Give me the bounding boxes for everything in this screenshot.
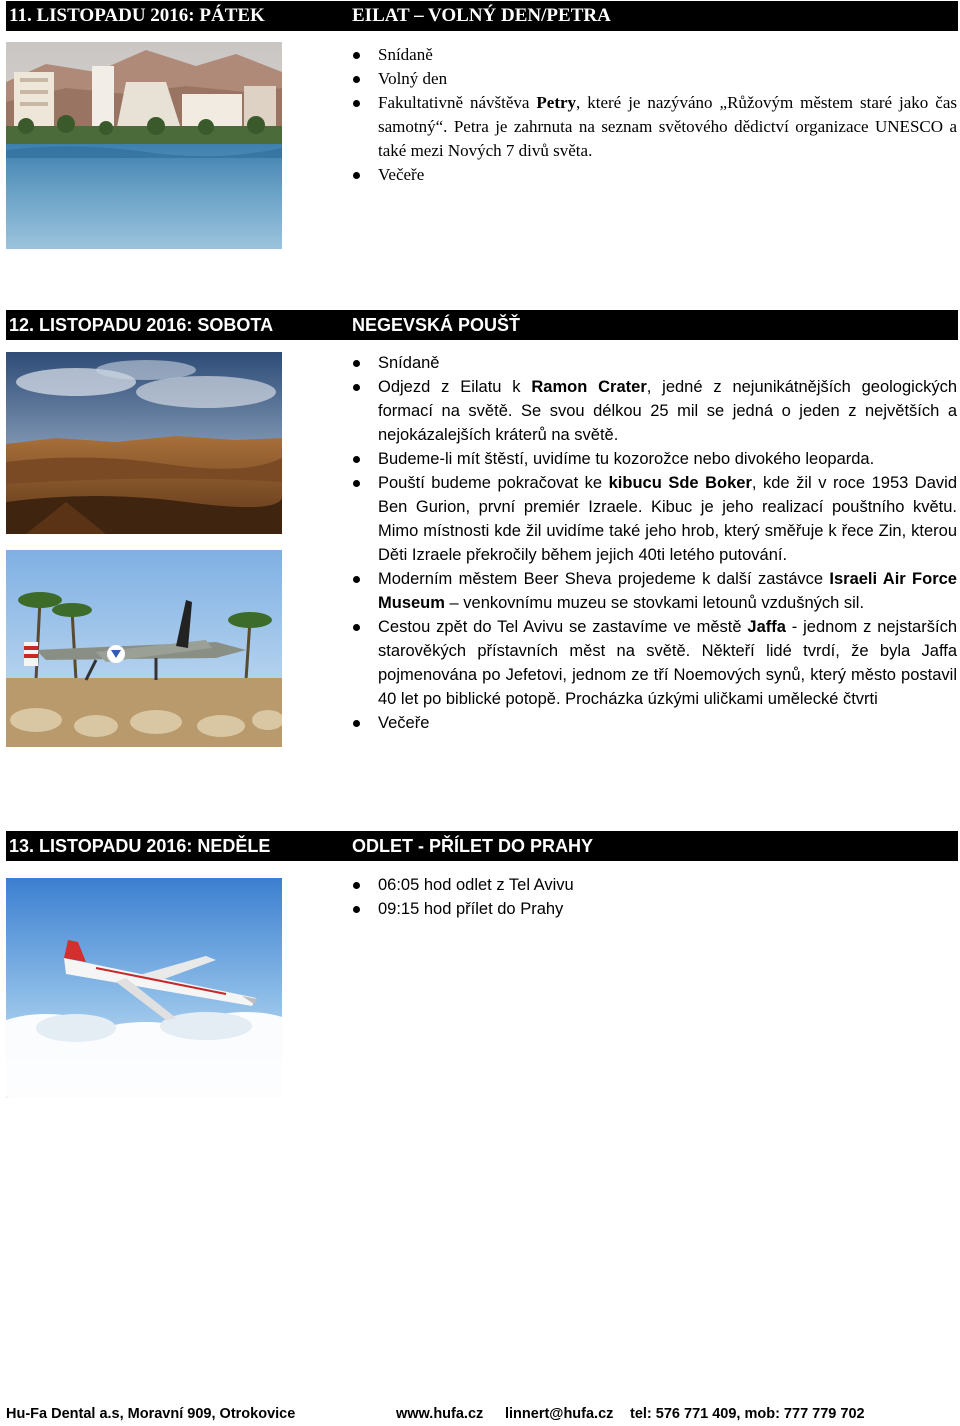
footer-email-link[interactable]: linnert@hufa.cz bbox=[505, 1406, 614, 1422]
eilat-photo bbox=[6, 42, 282, 249]
footer-phone: tel: 576 771 409, mob: 777 779 702 bbox=[630, 1406, 865, 1422]
program-item: Cestou zpět do Tel Avivu se zastavíme ve městě Jaffa - jednom z nejstarších starověkých přístavních měst na světě. Někteří lidé tvrdí, že byla Jaffa pojmenována po Jefetovi, jednom ze tří Noemových synů, který město postavil 40 let po biblické potopě. Procházka úzkými uličkami umělecké čtvrti bbox=[352, 615, 957, 711]
day-header-12-nov bbox=[6, 310, 958, 340]
program-item: Fakultativně návštěva Petry, které je nazýváno „Růžovým městem staré jako čas samotný“. Petra je zahrnuta na seznam světového dědictví organizace UNESCO a také mezi Nových 7 divů světa. bbox=[352, 91, 957, 163]
air-force-museum-photo bbox=[6, 550, 282, 747]
day-title: NEGEVSKÁ POUŠŤ bbox=[352, 315, 521, 335]
page-footer bbox=[6, 1406, 956, 1426]
day-date: 13. LISTOPADU 2016: NEDĚLE bbox=[9, 836, 271, 856]
day-title: EILAT – VOLNÝ DEN/PETRA bbox=[352, 5, 611, 26]
footer-company: Hu-Fa Dental a.s, Moravní 909, Otrokovice bbox=[6, 1406, 296, 1422]
day-date: 11. LISTOPADU 2016: PÁTEK bbox=[9, 5, 265, 26]
day-11-program-list bbox=[352, 43, 957, 187]
program-item: 09:15 hod přílet do Prahy bbox=[352, 897, 957, 921]
airplane-photo bbox=[6, 878, 282, 1098]
program-item: Budeme-li mít štěstí, uvidíme tu kozorožce nebo divokého leoparda. bbox=[352, 447, 957, 471]
program-item: Večeře bbox=[352, 711, 957, 735]
day-12-program-list bbox=[352, 351, 957, 735]
program-item: Volný den bbox=[352, 67, 957, 91]
day-header-11-nov bbox=[6, 1, 958, 31]
program-item: Moderním městem Beer Sheva projedeme k další zastávce Israeli Air Force Museum – venkovnímu muzeu se stovkami letounů vzdušných sil. bbox=[352, 567, 957, 615]
day-13-program-list bbox=[352, 873, 957, 921]
day-header-13-nov bbox=[6, 831, 958, 861]
day-date: 12. LISTOPADU 2016: SOBOTA bbox=[9, 315, 274, 335]
program-item: Snídaně bbox=[352, 43, 957, 67]
program-item: Odjezd z Eilatu k Ramon Crater, jedné z nejunikátnějších geologických formací na světě. Se svou délkou 25 mil se jedná o jeden z největších a nejokázalejších kráterů na světě. bbox=[352, 375, 957, 447]
day-title: ODLET - PŘÍLET DO PRAHY bbox=[352, 836, 594, 856]
program-item: Pouští budeme pokračovat ke kibucu Sde Boker, kde žil v roce 1953 David Ben Gurion, první premiér Izraele. Kibuc je jeho realizací pouštního květu. Mimo místnosti kde žil uvidíme také jeho hrob, který směřuje k řece Zin, kterou Děti Izraele překročily během jejich 40ti letého putování. bbox=[352, 471, 957, 567]
footer-web-link[interactable]: www.hufa.cz bbox=[396, 1406, 484, 1422]
program-item: 06:05 hod odlet z Tel Avivu bbox=[352, 873, 957, 897]
program-item: Večeře bbox=[352, 163, 957, 187]
ramon-crater-photo bbox=[6, 352, 282, 534]
program-item: Snídaně bbox=[352, 351, 957, 375]
